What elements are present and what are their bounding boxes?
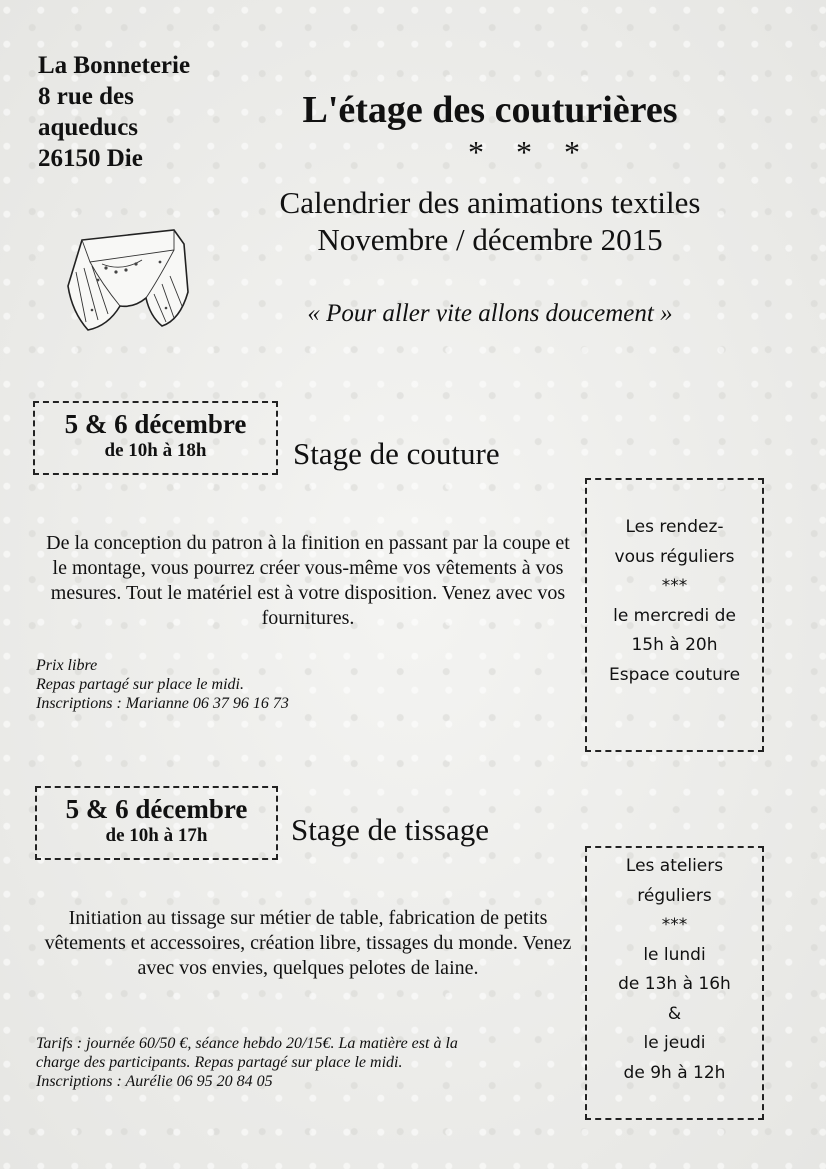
event-date-box [35,786,278,860]
address-line: La Bonneterie [38,52,191,79]
event-hours: de 10h à 17h [105,825,208,846]
sidebox-line: vous réguliers [614,546,735,567]
sidebox-line: Espace couture [608,664,741,685]
sidebox-line: Les ateliers [625,856,724,876]
sidebox-line: *** [661,576,688,596]
subtitle-line: Novembre / décembre 2015 [317,222,663,257]
address-line: 26150 Die [38,145,143,172]
sidebox-line: 15h à 20h [631,635,718,655]
note-line: Prix libre [36,657,98,674]
event-description: De la conception du patron à la finition en passant par la coupe et le montage, vous pourrez créer vous-même vos vêtements à vos mesures. Tout le matériel est à votre disposition. Venez avec vos fournitures. [46,532,570,629]
bloomers-drawing-icon [62,222,192,342]
sidebox-line: de 13h à 16h [618,974,731,994]
event-description: Initiation au tissage sur métier de table, fabrication de petits vêtements et accessoires, création libre, tissages du monde. Venez avec vos envies, quelques pelotes de laine. [44,907,572,979]
page-title: L'étage des couturières [302,89,678,131]
note-line: Tarifs : journée 60/50 €, séance hebdo 20/15€. La matière est à la [36,1035,458,1052]
motto-quote: « Pour aller vite allons doucement » [307,300,673,327]
address-line: aqueducs [38,114,139,141]
regular-meetings-box [585,478,764,752]
address-line: 8 rue des [38,83,134,110]
calendar-subtitle [230,184,750,258]
subtitle-line: Calendrier des animations textiles [279,185,701,220]
event-title: Stage de tissage [291,812,490,847]
sidebox-line: le mercredi de [613,605,736,626]
event-date: 5 & 6 décembre [64,409,247,439]
event-date: 5 & 6 décembre [65,794,248,824]
note-line: charge des participants. Repas partagé sur place le midi. [36,1054,403,1071]
title-stars: * * * [468,134,592,170]
note-line: Repas partagé sur place le midi. [36,676,244,693]
event-title: Stage de couture [293,436,500,471]
regular-workshops-box [585,846,764,1120]
event-date-box [33,401,278,475]
sidebox-line: le lundi [643,944,706,965]
event-notes [36,656,576,713]
note-line: Inscriptions : Aurélie 06 95 20 84 05 [36,1073,273,1090]
note-line: Inscriptions : Marianne 06 37 96 16 73 [36,695,289,712]
venue-address [38,50,238,174]
sidebox-line: réguliers [637,885,712,906]
sidebox-line: Les rendez- [625,517,724,537]
sidebox-line: de 9h à 12h [623,1062,726,1083]
event-hours: de 10h à 18h [104,440,207,461]
event-notes [36,1034,581,1091]
sidebox-line: & [667,1003,682,1024]
sidebox-line: le jeudi [643,1033,706,1053]
sidebox-line: *** [661,915,688,935]
